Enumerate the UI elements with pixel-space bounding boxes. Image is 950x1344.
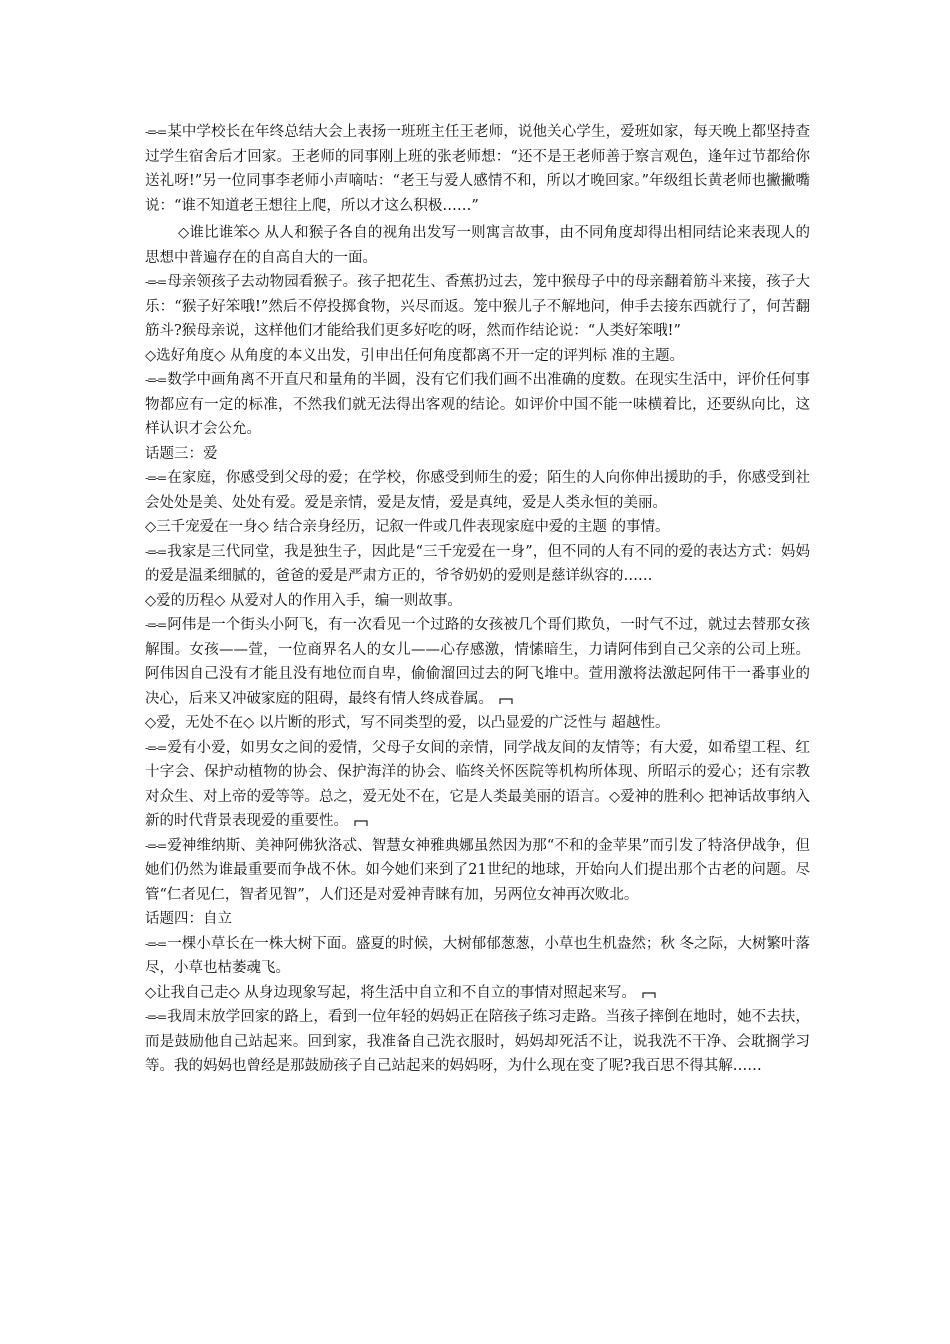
paragraph bbox=[145, 270, 810, 344]
paragraph-marker: -=-= bbox=[145, 618, 166, 632]
paragraph bbox=[145, 466, 810, 515]
paragraph-text: ◇三千宠爱在一身◇ 结合亲身经历，记叙一件或几件表现家庭中爱的主题 的事情。 bbox=[145, 519, 670, 535]
paragraph-marker: -=-= bbox=[145, 1010, 166, 1024]
paragraph-marker: -=-= bbox=[145, 740, 166, 755]
paragraph-text: 在家庭，你感受到父母的爱；在学校，你感受到师生的爱；陌生的人向你伸出援助的手，你感受到社会处处是美、处处有爱。爱是亲情，爱是友情，爱是真纯，爱是人类永恒的美丽。 bbox=[145, 470, 810, 511]
paragraph-text: 母亲领孩子去动物园看猴子。孩子把花生、香蕉扔过去，笼中猴母子中的母亲翻着筋斗来接，孩子大乐：“猴子好笨哦!”然后不停投掷食物，兴尽而返。笼中猴儿子不解地问，伸手去接东西就行了，何苦翻筋斗?猴母亲说，这样他们才能给我们更多好吃的呀，然而作结论说：“人类好笨哦!” bbox=[145, 274, 810, 339]
paragraph-text: 爱神维纳斯、美神阿佛狄洛忒、智慧女神雅典娜虽然因为那“不和的金苹果”而引发了特洛伊战争，但她们仍然为谁最重要而争战不休。如今她们来到了21世纪的地球，开始向人们提出那个古老的问题。尽管“仁者见仁，智者见智”，人们还是对爱神青睐有加，另两位女神再次败北。 bbox=[145, 837, 810, 903]
paragraph-text: 一棵小草长在一株大树下面。盛夏的时候，大树郁郁葱葱，小草也生机盎然；秋 冬之际，大树繁叶落尽，小草也枯萎魂飞。 bbox=[145, 935, 810, 976]
paragraph-text: 我家是三代同堂，我是独生子，因此是“三千宠爱在一身”，但不同的人有不同的爱的表达方式：妈妈的爱是温柔细腻的，爸爸的爱是严肃方正的，爷爷奶奶的爱则是慈详纵容的…… bbox=[145, 543, 810, 584]
paragraph-marker: -=-= bbox=[145, 125, 166, 139]
paragraph-marker: -=-= bbox=[145, 373, 166, 387]
paragraph-text: 数学中画角离不开直尺和量角的半圆，没有它们我们画不出准确的度数。在现实生活中，评价任何事物都应有一定的标准，不然我们就无法得出客观的结论。如评价中国不能一味横着比，还要纵向比，这样认识才会公允。 bbox=[145, 372, 810, 437]
writing-prompt bbox=[145, 981, 810, 1006]
paragraph bbox=[145, 932, 810, 981]
paragraph-marker: -=-= bbox=[145, 544, 166, 559]
paragraph bbox=[145, 368, 810, 442]
paragraph-text: ◇让我自己走◇ 从身边现象写起，将生活中自立和不自立的事情对照起来写。 bbox=[145, 984, 636, 1001]
paragraph-marker: -=-= bbox=[145, 838, 166, 853]
document-body bbox=[145, 120, 810, 1079]
paragraph-text: ◇选好角度◇ 从角度的本义出发，引申出任何角度都离不开一定的评判标 准的主题。 bbox=[145, 347, 685, 364]
paragraph bbox=[145, 736, 810, 834]
paragraph-text: ◇爱，无处不在◇ 以片断的形式，写不同类型的爱，以凸显爱的广泛性与 超越性。 bbox=[145, 715, 670, 731]
paragraph-text: 话题三：爱 bbox=[145, 445, 218, 462]
paragraph-marker: -=-= bbox=[145, 936, 166, 951]
paragraph-text: ◇谁比谁笨◇ 从人和猴子各自的视角出发写一则寓言故事，由不同角度却得出相同结论来表现人的思想中普遍存在的自高自大的一面。 bbox=[145, 225, 810, 266]
bracket-mark-icon bbox=[642, 991, 656, 999]
paragraph bbox=[145, 834, 810, 908]
paragraph-text: ◇爱的历程◇ 从爱对人的作用入手，编一则故事。 bbox=[145, 592, 462, 609]
paragraph-marker: -=-= bbox=[145, 275, 166, 289]
bracket-mark-icon bbox=[354, 819, 368, 827]
paragraph-text: 阿伟是一个街头小阿飞，有一次看见一个过路的女孩被几个哥们欺负，一时气不过，就过去替那女孩解围。女孩——萱，一位商界名人的女儿——心存感激，情愫暗生，力请阿伟到自己父亲的公司上班。阿伟因自己没有才能且没有地位而自卑，偷偷溜回过去的阿飞堆中。萱用激将法激起阿伟干一番事业的决心，后来又冲破家庭的阻碍，最终有情人终成眷属。 bbox=[145, 617, 810, 707]
writing-prompt bbox=[145, 515, 810, 540]
section-heading bbox=[145, 442, 810, 467]
paragraph-marker: -=-= bbox=[145, 471, 166, 485]
writing-prompt bbox=[145, 711, 810, 736]
paragraph bbox=[145, 540, 810, 589]
paragraph-text: 某中学校长在年终总结大会上表扬一班班主任王老师，说他关心学生，爱班如家，每天晚上都坚持查过学生宿舍后才回家。王老师的同事刚上班的张老师想：“还不是王老师善于察言观色，逢年过节都给你送礼呀!”另一位同事李老师小声嘀咕：“老王与爱人感情不和，所以才晚回家。”年级组长黄老师也撇撇嘴说：“谁不知道老王想往上爬，所以才这么积极……” bbox=[145, 124, 810, 214]
paragraph-text: 话题四：自立 bbox=[145, 911, 232, 927]
paragraph-text: 爱有小爱，如男女之间的爱情，父母子女间的亲情，同学战友间的友情等；有大爱，如希望工程、红十字会、保护动植物的协会、保护海洋的协会、临终关怀医院等机构所体现、所昭示的爱心；还有宗教对众生、对上帝的爱等等。总之，爱无处不在，它是人类最美丽的语言。◇爱神的胜利◇ 把神话故事纳入新的时代背景表现爱的重要性。 bbox=[145, 739, 810, 829]
writing-prompt bbox=[145, 589, 810, 614]
section-heading bbox=[145, 907, 810, 932]
paragraph-text: 我周末放学回家的路上，看到一位年轻的妈妈正在陪孩子练习走路。当孩子摔倒在地时，她不去扶，而是鼓励他自己站起来。回到家，我准备自己洗衣服时，妈妈却死活不让，说我洗不干净、会耽搁学习等。我的妈妈也曾经是那鼓励孩子自己站起来的妈妈呀，为什么现在变了呢?我百思不得其解…… bbox=[145, 1009, 810, 1074]
bracket-mark-icon bbox=[499, 697, 513, 705]
paragraph bbox=[145, 120, 810, 218]
paragraph bbox=[145, 1005, 810, 1079]
paragraph bbox=[145, 613, 810, 711]
writing-prompt bbox=[145, 221, 810, 270]
writing-prompt bbox=[145, 344, 810, 369]
